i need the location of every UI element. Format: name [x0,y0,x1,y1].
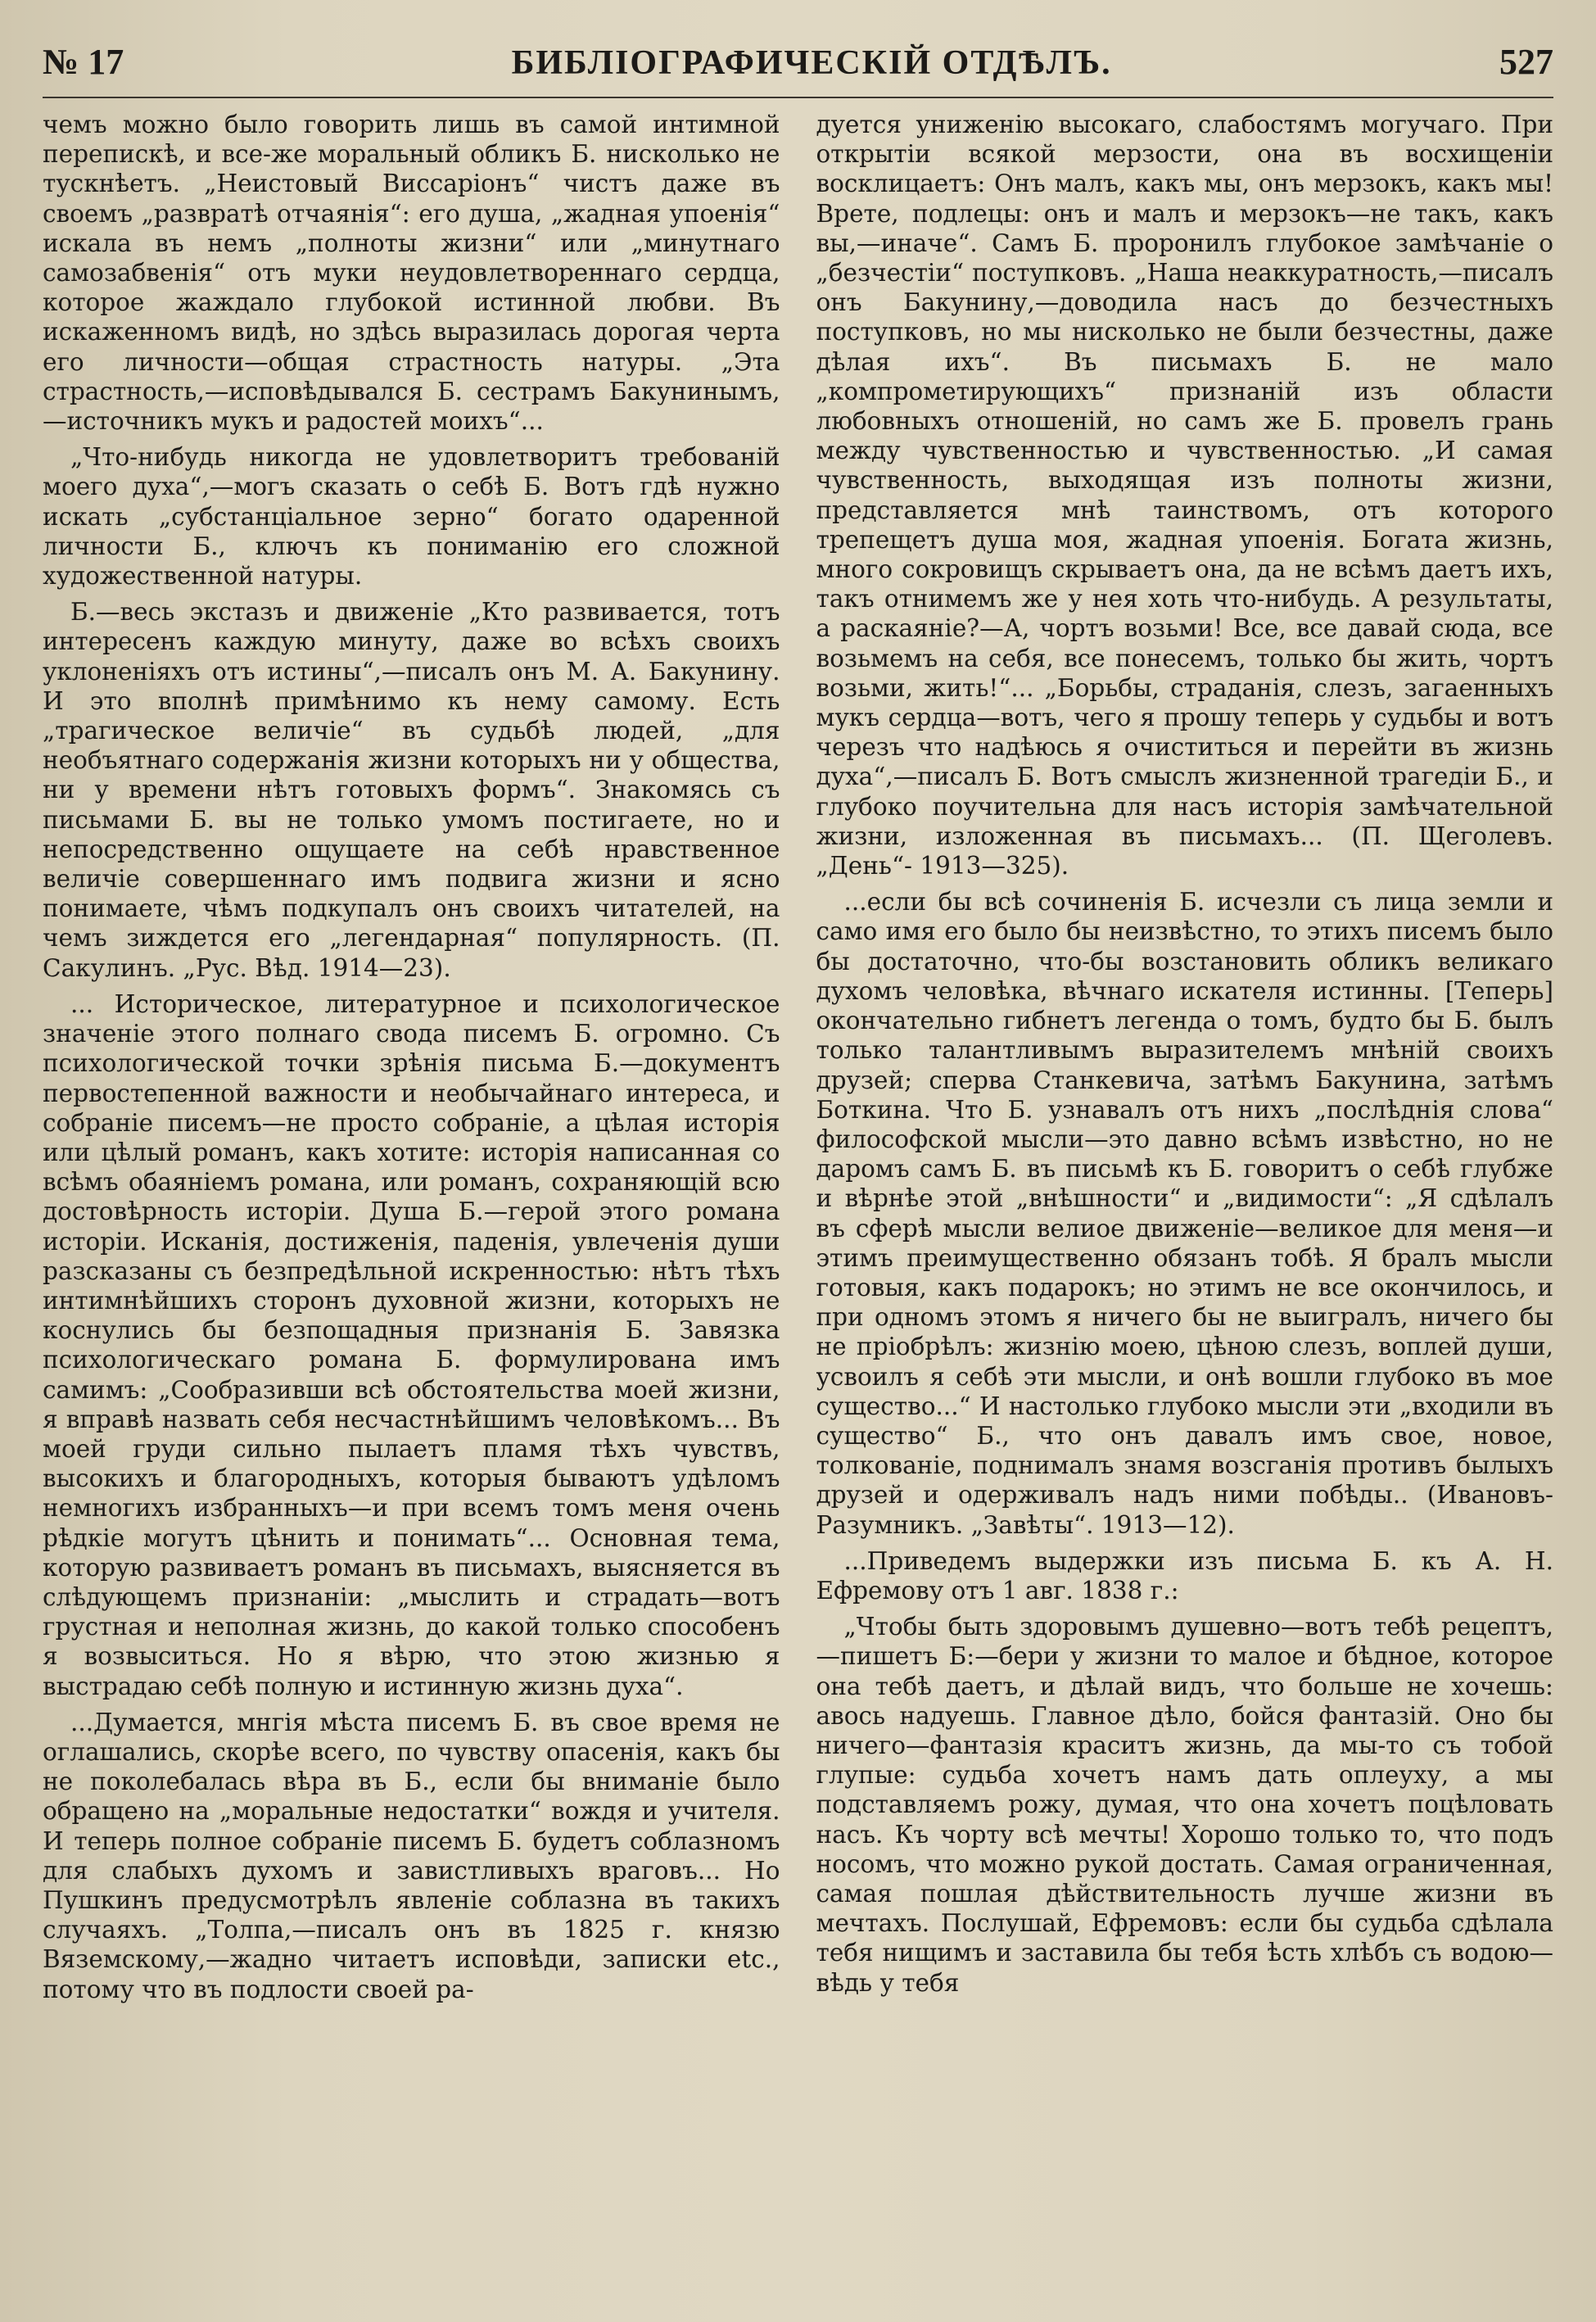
paragraph: ...Приведемъ выдержки изъ письма Б. къ А. Н. Ефремову отъ 1 авг. 1838 г.: [816,1546,1553,1605]
page-header [43,41,1553,98]
paragraph: Б.—весь экстазъ и движеніе „Кто развивается, тотъ интересенъ каждую минуту, даже во всѣхъ своихъ уклоненіяхъ отъ истины“,—писалъ онъ М. А. Бакунину. И это вполнѣ примѣнимо къ нему самому. Есть „трагическое величіе“ въ судьбѣ людей, „для необъятнаго содержанія жизни которыхъ ни у общества, ни у времени нѣтъ готовыхъ формъ“. Знакомясь съ письмами Б. вы не только умомъ постигаете, но и непосредственно ощущаете на себѣ нравственное величіе совершеннаго имъ подвига жизни и ясно понимаете, чѣмъ подкупалъ онъ своихъ читателей, на чемъ зиждется его „легендарная“ популярность. (П. Сакулинъ. „Рус. Вѣд. 1914—23). [43,598,780,982]
paragraph: ... Историческое, литературное и психологическое значеніе этого полнаго свода писемъ Б. огромно. Съ психологической точки зрѣнія письма Б.—документъ первостепенной важности и необычайнаго интереса, и собраніе писемъ—не просто собраніе, а цѣлая исторія или цѣлый романъ, какъ хотите: исторія написанная со всѣмъ обаяніемъ романа, или романъ, сохраняющій всю достовѣрность исторіи. Душа Б.—герой этого романа исторіи. Исканія, достиженія, паденія, увлеченія души разсказаны съ безпредѣльной искренностью: нѣтъ тѣхъ интимнѣйшихъ сторонъ духовной жизни, которыхъ не коснулись бы безпощадныя признанія Б. Завязка психологическаго романа Б. формулирована имъ самимъ: „Сообразивши всѣ обстоятельства моей жизни, я вправѣ назвать себя несчастнѣйшимъ человѣкомъ... Въ моей груди сильно пылаетъ пламя тѣхъ чувствъ, высокихъ и благородныхъ, которыя бываютъ удѣломъ немногихъ избранныхъ—и при всемъ томъ меня очень рѣдкіе могутъ цѣнить и понимать“... Основная тема, которую развиваетъ романъ въ письмахъ, выясняется въ слѣдующемъ признаніи: „мыслить и страдать—вотъ грустная и неполная жизнь, до какой только способенъ я возвыситься. Но я вѣрю, что этою жизнью я выстрадаю себѣ полную и истинную жизнь духа“. [43,989,780,1700]
right-column [816,110,1554,2272]
section-title: БИБЛІОГРАФИЧЕСКІЙ ОТДѢЛЪ. [511,44,1112,82]
issue-number: № 17 [43,42,124,82]
paragraph: чемъ можно было говорить лишь въ самой интимной перепискѣ, и все-же моральный обликъ Б. нисколько не тускнѣетъ. „Неистовый Виссаріонъ“ чистъ даже въ своемъ „развратѣ отчаянія“: его душа, „жадная упоенія“ искала въ немъ „полноты жизни“ или „минутнаго самозабвенія“ отъ муки неудовлетвореннаго сердца, которое жаждало глубокой истинной любви. Въ искаженномъ видѣ, но здѣсь выразилась дорогая черта его личности—общая страстность натуры. „Эта страстность,—исповѣдывался Б. сестрамъ Бакунинымъ,—источникъ мукъ и радостей моихъ“... [43,111,780,436]
paragraph: „Чтобы быть здоровымъ душевно—вотъ тебѣ рецептъ,—пишетъ Б:—бери у жизни то малое и бѣдное, которое она тебѣ даетъ, и дѣлай видъ, что больше не хочешь: авось надуешь. Главное дѣло, бойся фантазій. Оно бы ничего—фантазія краситъ жизнь, да мы-то съ тобой глупые: судьба хочетъ намъ дать оплеуху, а мы подставляемъ рожу, думая, что она хочетъ поцѣловать насъ. Къ чорту всѣ мечты! Хорошо только то, что подъ носомъ, что можно рукой достать. Самая ограниченная, самая пошлая дѣйствительность лучше жизни въ мечтахъ. Послушай, Ефремовъ: если бы судьба сдѣлала тебя нищимъ и заставила бы тебя ѣсть хлѣбъ съ водою—вѣдь у тебя [816,1613,1553,1997]
page-number: 527 [1499,42,1553,82]
paragraph: ...если бы всѣ сочиненія Б. исчезли съ лица земли и само имя его было бы неизвѣстно, то этихъ писемъ было бы достаточно, что-бы возстановить обликъ великаго духомъ человѣка, вѣчнаго искателя истинны. [Теперь] окончательно гибнетъ легенда о томъ, будто бы Б. былъ только талантливымъ выразителемъ мнѣній своихъ друзей; сперва Станкевича, затѣмъ Бакунина, затѣмъ Боткина. Что Б. узнавалъ отъ нихъ „послѣднія слова“ философской мысли—это давно всѣмъ извѣстно, но не даромъ самъ Б. въ письмѣ къ Б. говоритъ о себѣ глубже и вѣрнѣе этой „внѣшности“ и „видимости“: „Я сдѣлалъ въ сферѣ мысли велиое движеніе—великое для меня—и этимъ преимущественно обязанъ тобѣ. Я бралъ мысли готовыя, какъ подарокъ; но этимъ не все окончилось, и при одномъ этомъ я ничего бы не выигралъ, ничего бы не пріобрѣлъ: жизнію моею, цѣною слезъ, воплей души, усвоилъ я себѣ эти мысли, и онѣ вошли глубоко въ мое существо...“ И настолько глубоко мысли эти „входили въ существо“ Б., что онъ давалъ имъ свое, новое, толкованіе, поднималъ знамя возсганія противъ былыхъ друзей и одерживалъ надъ ними побѣды.. (Ивановъ-Разумникъ. „Завѣты“. 1913—12). [816,888,1553,1539]
paragraph: „Что-нибудь никогда не удовлетворитъ требованій моего духа“,—могъ сказать о себѣ Б. Вотъ гдѣ нужно искать „субстанціальное зерно“ богато одаренной личности Б., ключъ къ пониманію его сложной художественной натуры. [43,443,780,591]
text-columns [43,110,1553,2272]
paragraph: ...Думается, мнгія мѣста писемъ Б. въ свое время не оглашались, скорѣе всего, по чувству опасенія, какъ бы не поколебалась вѣра въ Б., если бы вниманіе было обращено на „моральные недостатки“ вождя и учителя. И теперь полное собраніе писемъ Б. будетъ соблазномъ для слабыхъ духомъ и завистливыхъ враговъ... Но Пушкинъ предусмотрѣлъ явленіе соблазна въ такихъ случаяхъ. „Толпа,—писалъ онъ въ 1825 г. князю Вяземскому,—жадно читаетъ исповѣди, записки etc., потому что въ подлости своей ра- [43,1708,780,2003]
left-column [43,110,780,2272]
paragraph: дуется униженію высокаго, слабостямъ могучаго. При открытіи всякой мерзости, она въ восхищеніи восклицаетъ: Онъ малъ, какъ мы, онъ мерзокъ, какъ мы! Вретe, подлецы: онъ и малъ и мерзокъ—не такъ, какъ вы,—иначе“. Самъ Б. проронилъ глубокое замѣчаніе о „безчестіи“ поступковъ. „Наша неаккуратность,—писалъ онъ Бакунину,—доводила насъ до безчестныхъ поступковъ, но мы нисколько не были безчестны, даже дѣлая ихъ“. Въ письмахъ Б. не мало „компрометирующихъ“ признаній изъ области любовныхъ отношеній, но самъ же Б. провелъ грань между чувственностью и чувственностью. „И самая чувственность, выходящая изъ полноты жизни, представляется мнѣ таинствомъ, отъ которого трепещетъ душа моя, жадная упоенія. Богата жизнь, много сокровищъ скрываетъ она, да не всѣмъ даетъ ихъ, такъ отнимемъ же у нея хоть что-нибудь. А результаты, а раскаяніе?—А, чортъ возьми! Все, все давай сюда, все возьмемъ на себя, все понесемъ, только бы жить, чортъ возьми, жить!“... „Борьбы, страданія, слезъ, загаенныхъ мукъ сердца—вотъ, чего я прошу теперь у судьбы и вотъ черезъ что надѣюсь я очиститься и перейти въ жизнь духа“,—писалъ Б. Вотъ смыслъ жизненной трагедіи Б., и глубоко поучительна для насъ исторія замѣчательной жизни, изложенная въ письмахъ... (П. Щеголевъ. „День“- 1913—325). [816,111,1553,880]
